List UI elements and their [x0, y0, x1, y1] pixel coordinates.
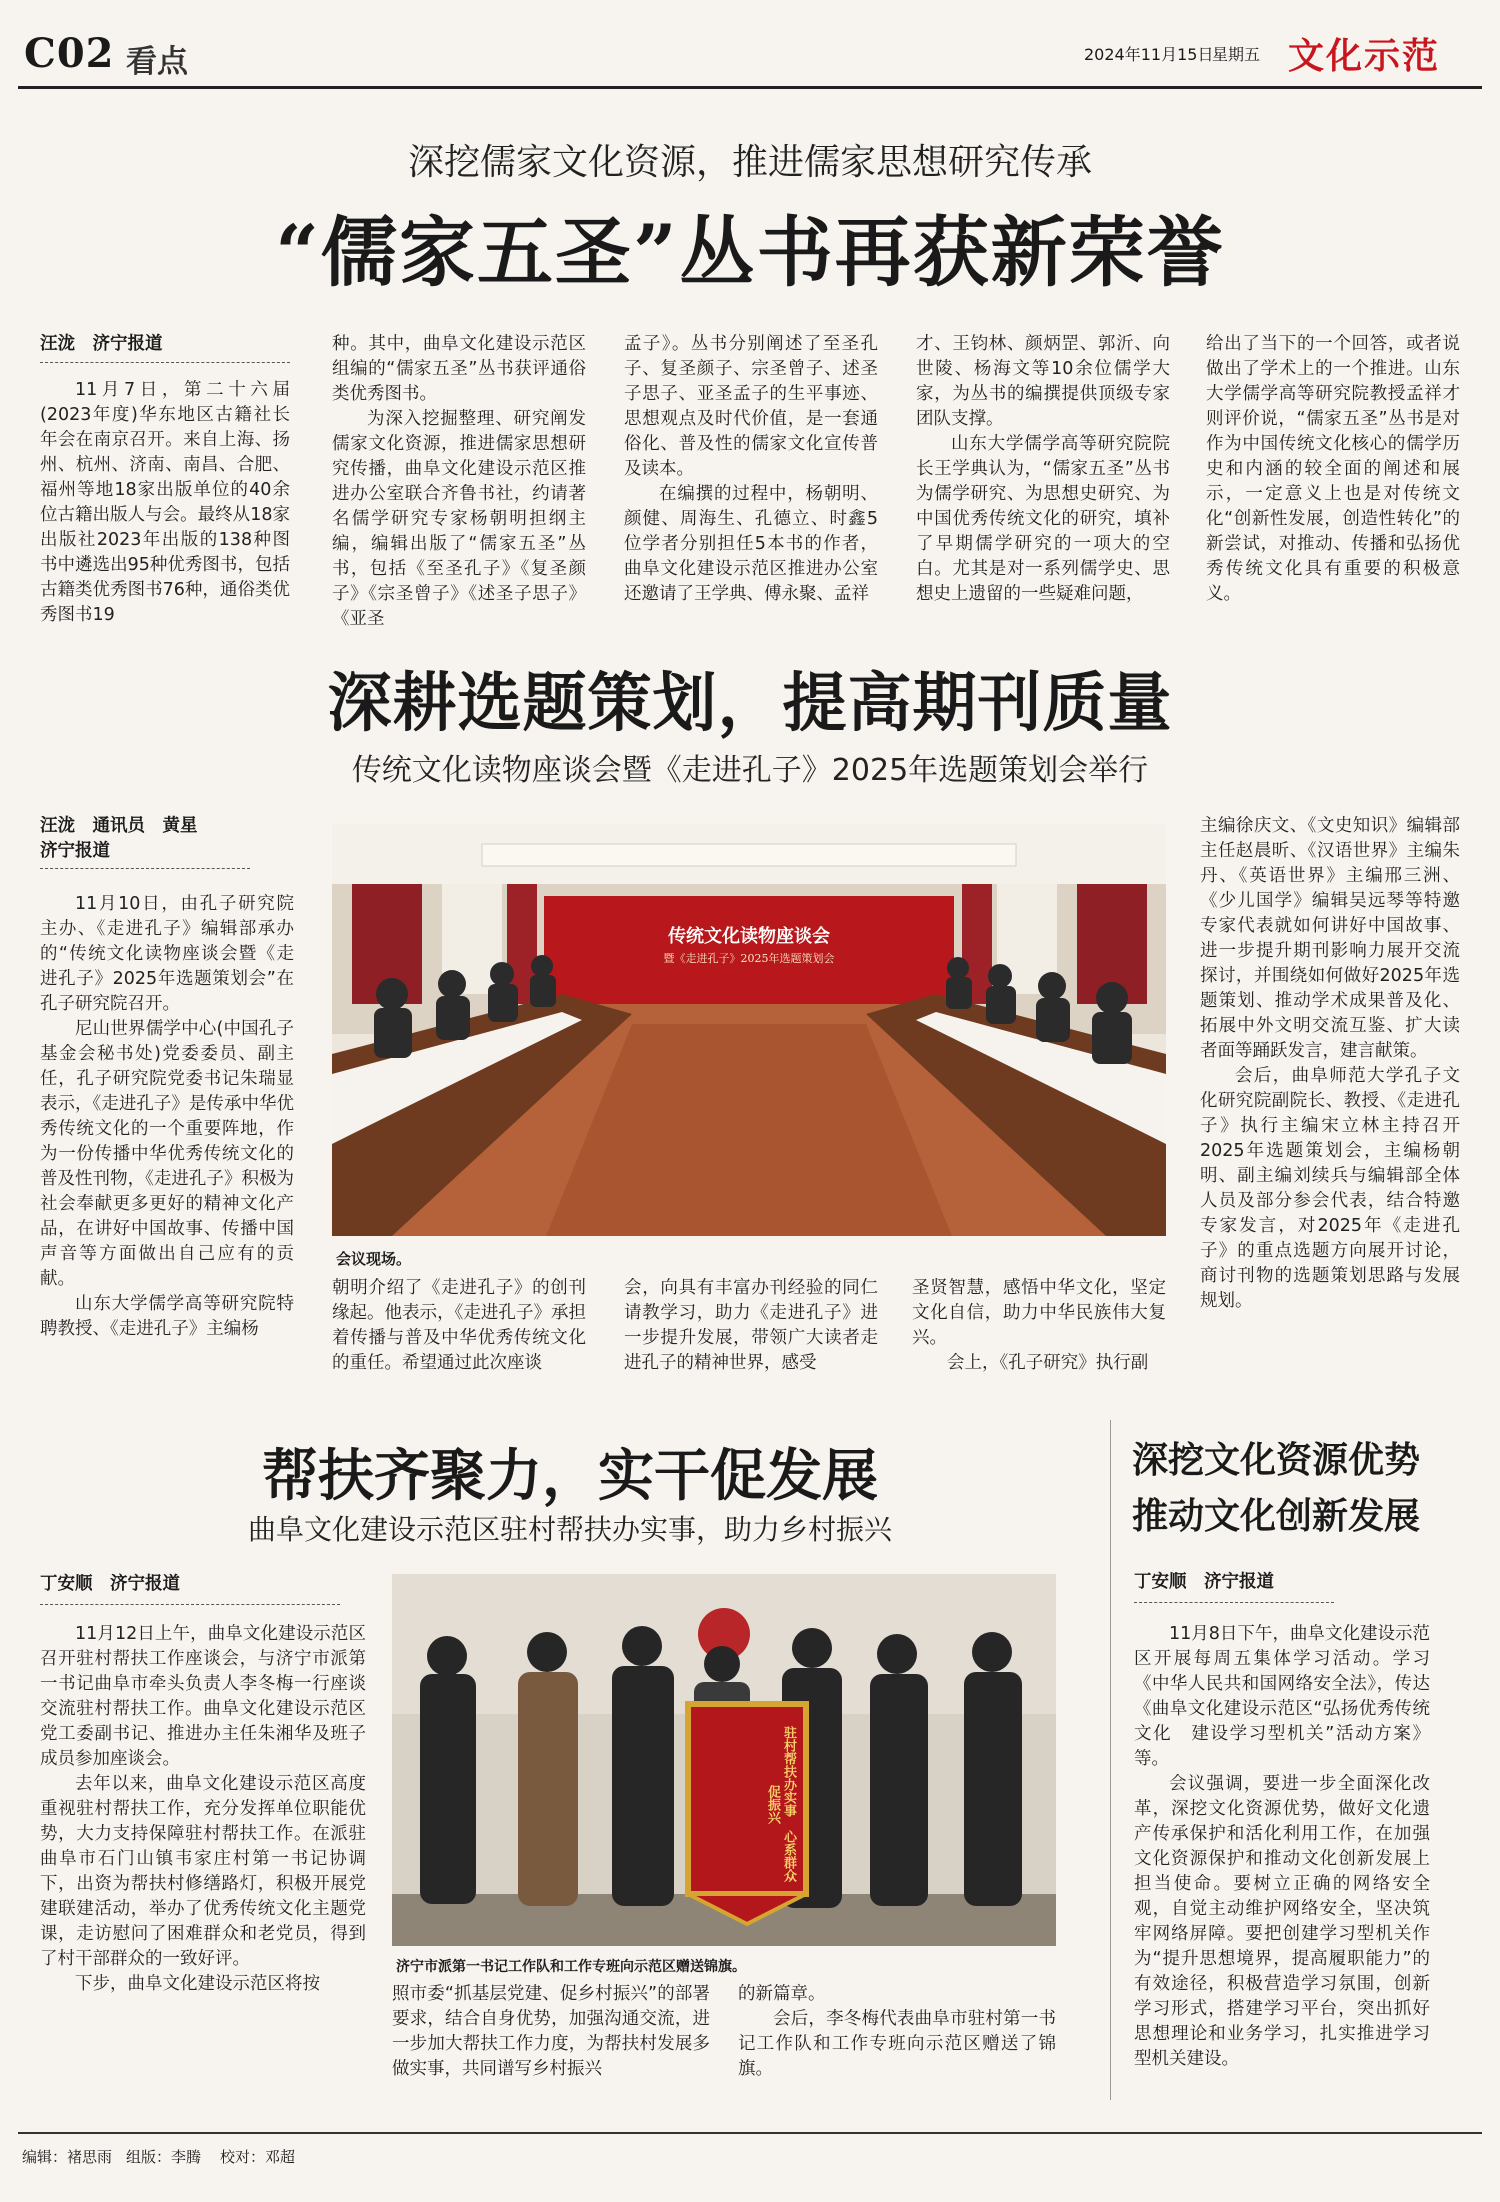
article4-byline-rule [1134, 1602, 1334, 1603]
meeting-room-illustration [332, 824, 1166, 1236]
article3-col2: 照市委“抓基层党建、促乡村振兴”的部署要求，结合自身优势，加强沟通交流，进一步加大帮扶工作力度，为帮扶村发展多做实事，共同谱写乡村振兴 [392, 1984, 710, 2079]
article3-subtitle: 曲阜文化建设示范区驻村帮扶办实事，助力乡村振兴 [247, 1513, 892, 1546]
article2-col1: 11月10日，由孔子研究院主办、《走进孔子》编辑部承办的“传统文化读物座谈会暨《走进孔子》2025年选题策划会”在孔子研究院召开。 尼山世界儒学中心(中国孔子基金会秘书处)党委委员、副主任，孔子研究院党委书记朱瑞显表示，《走进孔子》是传承中华优秀传统文化的一个重要阵地，作为一份传播中华优秀传统文化的普及性刊物，《走进孔子》积极为社会奉献更多更好的精神文化产品，在讲好中国故事、传播中国声音等方面做出自己应有的贡献。 山东大学儒学高等研究院特聘教授、《走进孔子》主编杨 [40, 894, 294, 1339]
article2-col3: 会，向具有丰富办刊经验的同仁请教学习，助力《走进孔子》进一步提升发展，带领广大读者走进孔子的精神世界，感受 [624, 1278, 878, 1373]
article1-col1: 11月7日，第二十六届(2023年度)华东地区古籍社长年会在南京召开。来自上海、扬州、杭州、济南、南昌、合肥、福州等地18家出版单位的40余位古籍出版人与会。最终从18家出版社2023年出版的138种图书中遴选出95种优秀图书，包括古籍类优秀图书76种，通俗类优秀图书19 [40, 380, 290, 625]
article4-body: 11月8日下午，曲阜文化建设示范区开展每周五集体学习活动。学习《中华人民共和国网络安全法》，传达《曲阜文化建设示范区“弘扬优秀传统文化 建设学习型机关”活动方案》等。 会议强调，要进一步全面深化改革，深挖文化资源优势，做好文化遗产传承保护和活化利用工作，在加强文化资源保护和推动文化创新发展上担当使命。要树立正确的网络安全观，自觉主动维护网络安全，坚决筑牢网络屏障。要把创建学习型机关作为“提升思想境界，提高履职能力”的有效途径，积极营造学习氛围，创新学习形式，搭建学习平台，突出抓好思想理论和业务学习，扎实推进学习型机关建设。 [1134, 1624, 1430, 2069]
article1-col2: 种。其中，曲阜文化建设示范区组编的“儒家五圣”丛书获评通俗类优秀图书。 为深入挖掘整理、研究阐发儒家文化资源，推进儒家思想研究传播，曲阜文化建设示范区推进办公室联合齐鲁书社，约请著名儒学研究专家杨朝明担纲主编，编辑出版了“儒家五圣”丛书，包括《至圣孔子》《复圣颜子》《宗圣曾子》《述圣子思子》《亚圣 [332, 334, 586, 629]
article2-subtitle: 传统文化读物座谈会暨《走进孔子》2025年选题策划会举行 [351, 753, 1149, 788]
article2-byline: 汪泷 通讯员 黄星 济宁报道 [40, 816, 198, 861]
article3-title: 帮扶齐聚力，实干促发展 [262, 1443, 878, 1509]
meeting-screen-title: 传统文化读物座谈会 [668, 926, 830, 947]
article2-title: 深耕选题策划，提高期刊质量 [327, 666, 1173, 741]
article3-col3: 的新篇章。 会后，李冬梅代表曲阜市驻村第一书记工作队和工作专班向示范区赠送了锦旗。 [738, 1984, 1056, 2079]
brand-logo: 文化示范 [1288, 36, 1441, 77]
article2-col5: 主编徐庆文、《文史知识》编辑部主任赵晨昕、《汉语世界》主编朱丹、《英语世界》主编邢三洲、《少儿国学》编辑吴远琴等特邀专家代表就如何讲好中国故事、进一步提升期刊影响力展开交流探讨，并围绕如何做好2025年选题策划、推动学术成果普及化、拓展中外文明交流互鉴、扩大读者面等踊跃发言，建言献策。 会后，曲阜师范大学孔子文化研究院副院长、教授、《走进孔子》执行主编宋立林主持召开2025年选题策划会，主编杨朝明、副主编刘续兵与编辑部全体人员及部分参会代表，结合特邀专家发言，对2025年《走进孔子》的重点选题方向展开讨论，商讨刊物的选题策划思路与发展规划。 [1200, 816, 1460, 1311]
article3-byline-rule [40, 1604, 340, 1605]
article1-col4: 才、王钧林、颜炳罡、郭沂、向世陵、杨海文等10余位儒学大家，为丛书的编撰提供顶级专家团队支撑。 山东大学儒学高等研究院院长王学典认为，“儒家五圣”丛书为儒学研究、为思想史研究、为中国优秀传统文化的研究，填补了早期儒学研究的一项大的空白。尤其是对一系列儒学史、思想史上遗留的一些疑难问题， [916, 334, 1170, 604]
article2-col2: 朝明介绍了《走进孔子》的创刊缘起。他表示，《走进孔子》承担着传播与普及中华优秀传统文化的重任。希望通过此次座谈 [332, 1278, 586, 1373]
article1-col5: 给出了当下的一个回答，或者说做出了学术上的一个推进。山东大学儒学高等研究院教授孟祥才则评价说，“儒家五圣”丛书是对作为中国传统文化核心的儒学历史和内涵的较全面的阐述和展示，一定意义上也是对传统文化“创新性发展，创造性转化”的新尝试，对推动、传播和弘扬优秀传统文化具有重要的积极意义。 [1206, 334, 1460, 604]
article1-col3: 孟子》。丛书分别阐述了至圣孔子、复圣颜子、宗圣曾子、述圣子思子、亚圣孟子的生平事迹、思想观点及时代价值，是一套通俗化、普及性的儒家文化宣传普及读本。 在编撰的过程中，杨朝明、颜健、周海生、孔德立、时鑫5位学者分别担任5本书的作者，曲阜文化建设示范区推进办公室还邀请了王学典、傅永聚、孟祥 [624, 334, 878, 604]
article1-byline-rule [40, 362, 290, 363]
issue-weekday: 星期五 [1212, 45, 1261, 64]
section-label: 看点 [126, 44, 188, 80]
article4-divider [1110, 1420, 1111, 2100]
article3-byline: 丁安顺 济宁报道 [40, 1574, 180, 1594]
article3-col1: 11月12日上午，曲阜文化建设示范区召开驻村帮扶工作座谈会，与济宁市派第一书记曲阜市牵头负责人李冬梅一行座谈交流驻村帮扶工作。曲阜文化建设示范区党工委副书记、推进办主任朱湘华及班子成员参加座谈会。 去年以来，曲阜文化建设示范区高度重视驻村帮扶工作，充分发挥单位职能优势，大力支持保障驻村帮扶工作。在派驻曲阜市石门山镇韦家庄村第一书记协调下，出资为帮扶村修缮路灯，积极开展党建联建活动，举办了优秀传统文化主题党课，走访慰问了困难群众和老党员，得到了村干部群众的一致好评。 下步，曲阜文化建设示范区将按 [40, 1624, 366, 1994]
article1-byline: 汪泷 济宁报道 [40, 334, 163, 354]
article4-title-line2: 推动文化创新发展 [1132, 1495, 1421, 1537]
banner-photo [392, 1574, 1056, 1946]
issue-date: 2024年11月15日 [1084, 45, 1214, 64]
footer-rule [18, 2132, 1482, 2134]
meeting-screen-subtitle: 暨《走进孔子》2025年选题策划会 [663, 952, 835, 965]
article4-title-line1: 深挖文化资源优势 [1132, 1439, 1421, 1481]
header-rule [18, 86, 1482, 89]
footer-proof: 校对：邓超 [220, 2148, 296, 2166]
footer-layout: 组版：李腾 [126, 2148, 202, 2166]
banner-text: 驻村帮扶办实事 心系群众促振兴 [765, 1726, 796, 1882]
article4-byline: 丁安顺 济宁报道 [1134, 1572, 1274, 1592]
page-code: C02 [24, 30, 115, 77]
footer-editor: 编辑：褚思雨 [22, 2148, 113, 2166]
article2-byline-rule [40, 868, 250, 869]
article2-photo-caption: 会议现场。 [336, 1250, 412, 1268]
article1-title: “儒家五圣”丛书再获新荣誉 [275, 208, 1225, 297]
article3-photo-caption: 济宁市派第一书记工作队和工作专班向示范区赠送锦旗。 [396, 1959, 746, 1975]
article2-col4: 圣贤智慧，感悟中华文化，坚定文化自信，助力中华民族伟大复兴。 会上，《孔子研究》执行副 [912, 1278, 1166, 1373]
article1-kicker: 深挖儒家文化资源，推进儒家思想研究传承 [407, 142, 1092, 183]
meeting-photo [332, 824, 1166, 1236]
